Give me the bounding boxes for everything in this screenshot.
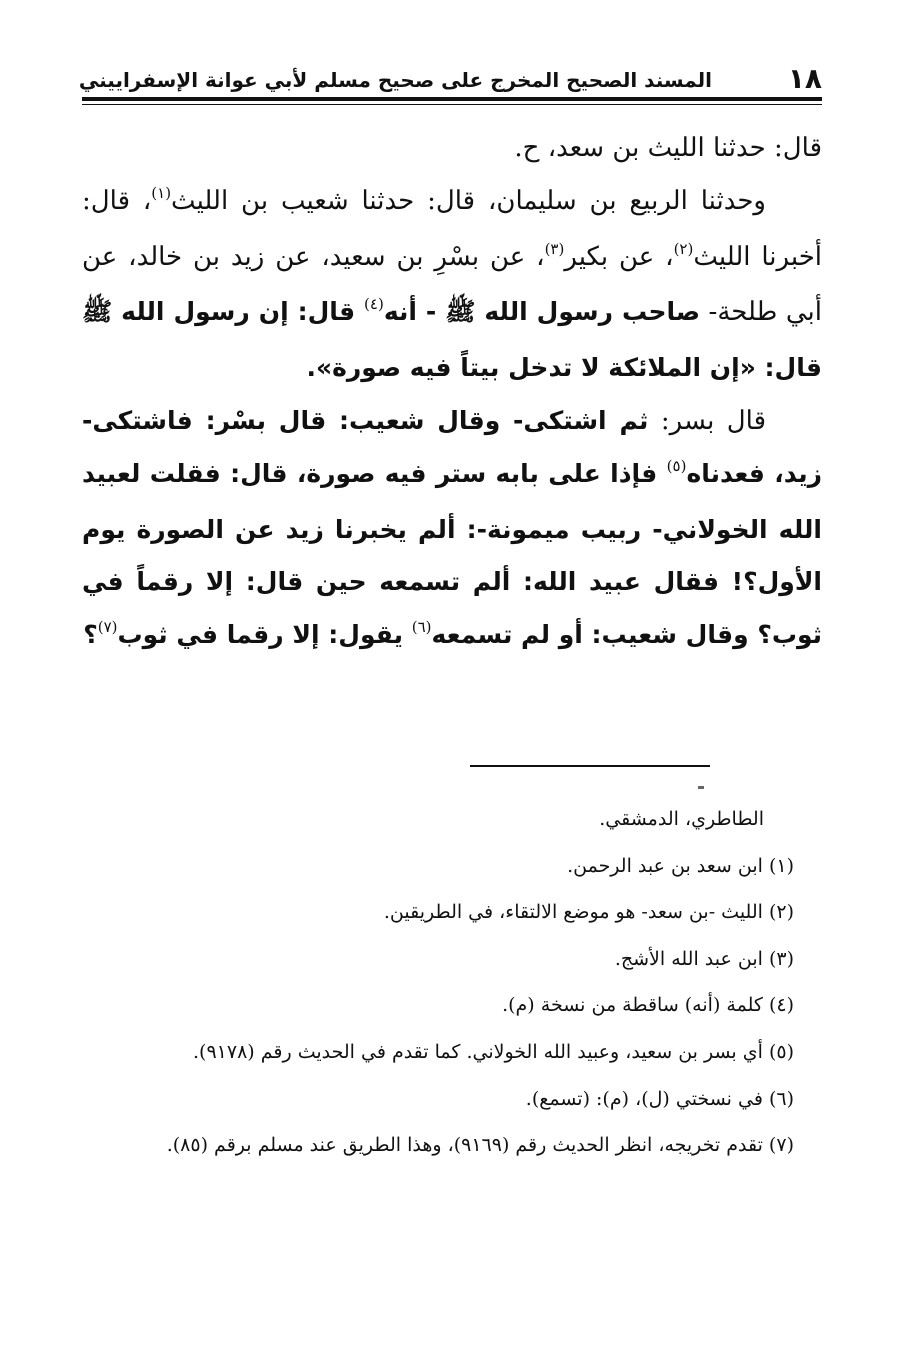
hadith-text-bold: قال: إن رسول الله ﷺ قال: «إن الملائكة لا تدخل بيتاً فيه صورة». xyxy=(82,297,822,383)
hadith-text-bold: صاحب رسول الله ﷺ - أنه xyxy=(383,297,701,327)
running-title: المسند الصحيح المخرج على صحيح مسلم لأبي عوانة الإسفراييني xyxy=(78,68,712,92)
footnote-separator xyxy=(470,765,710,767)
footnote-ref-4: (٤) xyxy=(364,295,384,314)
text-run: ، قال: أخبرنا الليث xyxy=(82,185,822,272)
footnotes xyxy=(82,796,794,1169)
footnote-2: (٢) الليث -بن سعد- هو موضع الالتقاء، في الطريقين. xyxy=(383,901,794,924)
footnote-7: (٧) تقدم تخريجه، انظر الحديث رقم (٩١٦٩)، وهذا الطريق عند مسلم برقم (٨٥). xyxy=(166,1134,794,1157)
text-run: وحدثنا الربيع بن سليمان، قال: حدثنا شعيب بن الليث xyxy=(171,185,766,216)
footnote-separator-mark xyxy=(698,786,704,789)
text-run: ، عن بسْرِ بن سعيد، عن زيد بن خالد، عن أبي طلحة- xyxy=(82,241,822,328)
header-rule-thin xyxy=(82,104,822,105)
text-run: قال بسر: xyxy=(648,405,767,436)
footnote-ref-5: (٥) xyxy=(666,456,687,475)
main-text xyxy=(82,122,822,665)
footnote-1: (١) ابن سعد بن عبد الرحمن. xyxy=(567,854,794,877)
footnote-3: (٣) ابن عبد الله الأشج. xyxy=(614,947,794,970)
footnote-ref-7: (٧) xyxy=(97,618,118,637)
footnote-ref-3: (٣) xyxy=(544,239,565,258)
hadith-text-bold: يقول: إلا رقما في ثوب xyxy=(117,620,412,650)
footnote-continuation: الطاطري، الدمشقي. xyxy=(599,808,764,830)
hadith-text-bold: فإذا على بابه ستر فيه صورة، قال: فقلت لعبيد الله الخولاني- ربيب ميمونة-: ألم يخبرنا زيد عن الصورة يوم الأول؟! فقال عبيد الله: ألم تسمعه حين قال: إلا رقماً في ثوب؟ وقال شعيب: أو لم تسمعه xyxy=(82,458,822,650)
footnote-5: (٥) أي بسر بن سعيد، وعبيد الله الخولاني. كما تقدم في الحديث رقم (٩١٧٨). xyxy=(193,1040,794,1063)
footnote-4: (٤) كلمة (أنه) ساقطة من نسخة (م). xyxy=(502,994,794,1017)
footnote-ref-6: (٦) xyxy=(411,618,432,637)
header-rule xyxy=(82,97,822,101)
paragraph-3 xyxy=(82,395,822,665)
page-header xyxy=(78,62,822,102)
paragraph-2 xyxy=(82,175,822,395)
footnote-ref-2: (٢) xyxy=(673,239,694,258)
paragraph-1: قال: حدثنا الليث بن سعد، ح. xyxy=(514,133,822,163)
hadith-text-bold: ثم اشتكى- وقال شعيب: قال بسْر: فاشتكى- زيد، فعدناه xyxy=(82,405,822,488)
footnote-ref-1: (١) xyxy=(151,183,172,202)
text-run: ؟ xyxy=(83,620,98,650)
text-run: ، عن بكير xyxy=(564,241,674,272)
page-number: ١٨ xyxy=(787,62,822,95)
footnote-6: (٦) في نسختي (ل)، (م): (تسمع). xyxy=(525,1087,794,1110)
